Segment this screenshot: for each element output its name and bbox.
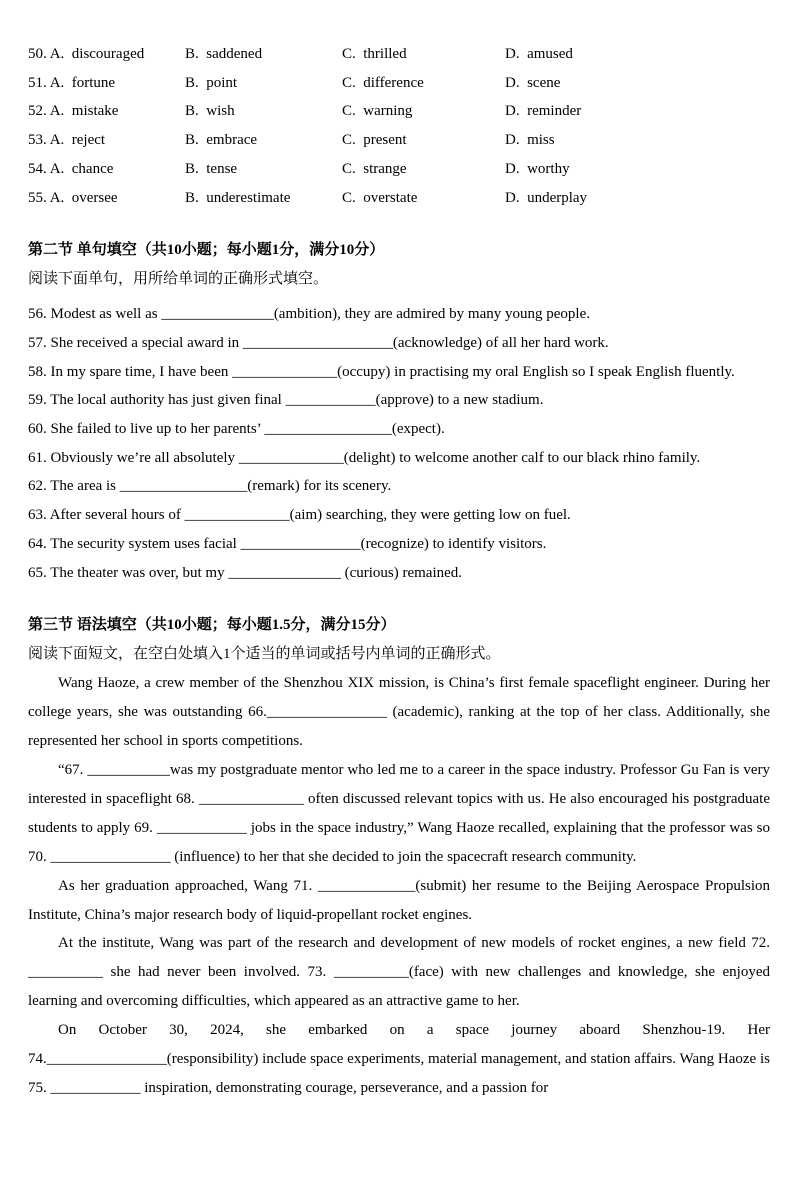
section2-questions	[28, 300, 770, 587]
mc-option-b: B. wish	[185, 103, 235, 120]
mc-option-a: A. oversee	[49, 189, 118, 206]
question-number: 50.	[28, 46, 47, 62]
mc-option-d: D. worthy	[505, 160, 570, 177]
passage-paragraph: On October 30, 2024, she embarked on a space journey aboard Shenzhou-19. Her 74.________________(responsibility) include space experiments, material management, and station affairs. Wang Haoze is 75. ____________ inspiration, demonstrating courage, perseverance, and a passion for	[28, 1022, 770, 1096]
question-item: 56. Modest as well as _______________(ambition), they are admired by many young people.	[28, 306, 590, 323]
passage-paragraph: As her graduation approached, Wang 71. _____________(submit) her resume to the Beijing Aerospace Propulsion Institute, China’s major research body of liquid-propellant rocket engines.	[28, 877, 770, 923]
mc-row	[28, 97, 770, 126]
passage-paragraph: “67. ___________was my postgraduate mentor who led me to a career in the space industry. Professor Gu Fan is very interested in spaceflight 68. ______________ often discussed relevant topics with us. He also encouraged his postgraduate students to apply 69. ____________ jobs in the space industry,” Wang Haoze recalled, explaining that the professor was so 70. ________________ (influence) to her that she decided to join the spacecraft research community.	[28, 761, 770, 865]
question-number: 51.	[28, 74, 47, 91]
question-item: 61. Obviously we’re all absolutely ______________(delight) to welcome another calf to our black rhino family.	[28, 449, 701, 466]
mc-option-d: D. amused	[505, 46, 573, 62]
mc-option-a: A. mistake	[49, 103, 119, 120]
section2-heading: 第二节 单句填空（共10小题；每小题1分，满分10分）	[28, 242, 385, 259]
mc-option-b: B. saddened	[185, 46, 263, 62]
mc-row	[28, 126, 770, 155]
mc-option-b: B. tense	[185, 160, 238, 177]
mc-row	[28, 155, 770, 184]
question-number: 53.	[28, 132, 47, 149]
question-item: 57. She received a special award in ____________________(acknowledge) of all her hard work.	[28, 334, 609, 351]
question-item: 60. She failed to live up to her parents’ _________________(expect).	[28, 421, 445, 438]
mc-option-c: C. difference	[342, 74, 424, 91]
mc-option-a: A. discouraged	[49, 46, 145, 62]
mc-row	[28, 69, 770, 98]
section2-instruction: 阅读下面单句，用所给单词的正确形式填空。	[28, 271, 329, 288]
mc-option-c: C. present	[342, 132, 407, 149]
mc-row	[28, 40, 770, 69]
mc-option-b: B. underestimate	[185, 189, 291, 206]
mc-option-b: B. embrace	[185, 132, 258, 149]
mc-option-a: A. chance	[49, 160, 114, 177]
question-item: 65. The theater was over, but my _______________ (curious) remained.	[28, 564, 463, 581]
question-number: 54.	[28, 160, 47, 177]
question-item: 63. After several hours of ______________(aim) searching, they were getting low on fuel.	[28, 507, 571, 524]
mc-option-d: D. reminder	[505, 103, 582, 120]
question-item: 62. The area is _________________(remark) for its scenery.	[28, 478, 392, 495]
section3-passage	[28, 669, 770, 1103]
question-number: 52.	[28, 103, 47, 120]
passage-paragraph: At the institute, Wang was part of the research and development of new models of rocket engines, a new field 72. __________ she had never been involved. 73. __________(face) with new challenges and knowledge, she enjoyed learning and overcoming difficulties, which appeared as an attractive game to her.	[28, 935, 770, 1010]
section3-heading: 第三节 语法填空（共10小题；每小题1.5分，满分15分）	[28, 617, 396, 634]
mc-option-a: A. reject	[49, 132, 106, 149]
mc-option-c: C. thrilled	[342, 46, 407, 62]
mc-option-b: B. point	[185, 74, 238, 91]
mc-option-c: C. warning	[342, 103, 413, 120]
question-item: 59. The local authority has just given final ____________(approve) to a new stadium.	[28, 392, 544, 409]
section3-instruction: 阅读下面短文，在空白处填入1个适当的单词或括号内单词的正确形式。	[28, 646, 501, 663]
question-item: 58. In my spare time, I have been ______________(occupy) in practising my oral English so I speak English fluently.	[28, 363, 735, 380]
mc-option-a: A. fortune	[49, 74, 116, 91]
mc-option-c: C. strange	[342, 160, 407, 177]
mc-row	[28, 184, 770, 213]
mc-option-c: C. overstate	[342, 189, 418, 206]
multiple-choice-block	[28, 40, 770, 212]
mc-option-d: D. underplay	[505, 189, 588, 206]
question-item: 64. The security system uses facial ________________(recognize) to identify visitors.	[28, 535, 547, 552]
passage-paragraph: Wang Haoze, a crew member of the Shenzhou XIX mission, is China’s first female spaceflight engineer. During her college years, she was outstanding 66.________________ (academic), ranking at the top of her class. Additionally, she represented her school in sports competitions.	[28, 675, 770, 750]
mc-option-d: D. miss	[505, 132, 555, 149]
mc-option-d: D. scene	[505, 74, 561, 91]
question-number: 55.	[28, 189, 47, 206]
